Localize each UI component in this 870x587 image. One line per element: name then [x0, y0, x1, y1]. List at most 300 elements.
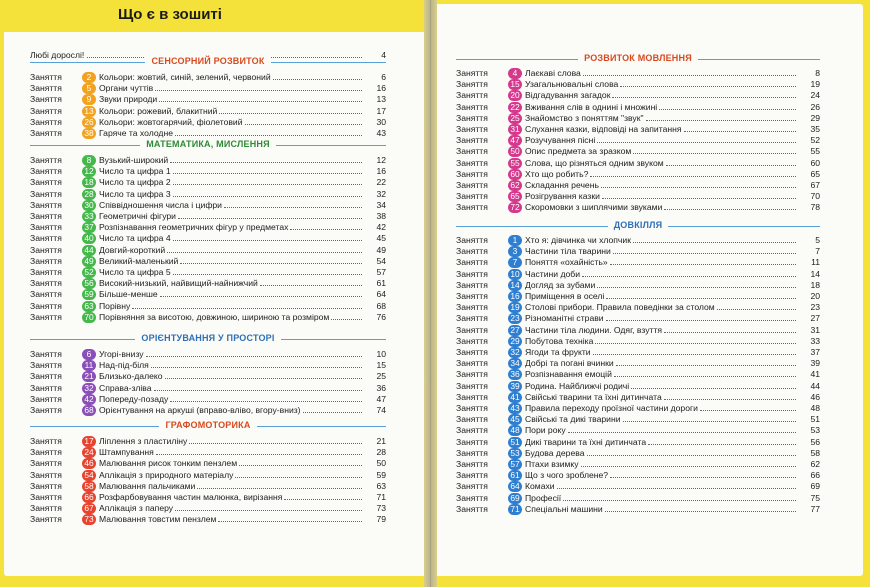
list-item[interactable]: [30, 106, 386, 117]
lesson-label: Заняття: [30, 382, 62, 393]
lesson-number-badge: 3: [508, 246, 522, 257]
dot-leader: [590, 176, 796, 177]
lesson-title: Попереду-позаду: [99, 393, 169, 404]
section-right-0: [456, 53, 820, 63]
list-item[interactable]: [30, 233, 386, 244]
section-heading: ДОВКІЛЛЯ: [608, 220, 669, 230]
lesson-title: Великий-маленький: [99, 255, 179, 266]
list-item[interactable]: [30, 312, 386, 323]
lesson-number-badge: 36: [508, 369, 522, 380]
list-item[interactable]: [30, 394, 386, 405]
dot-leader: [173, 240, 362, 241]
lesson-title: Розпізнавання геометричних фігур у предметах: [99, 222, 289, 233]
list-item[interactable]: [30, 371, 386, 382]
page-number: 70: [810, 191, 820, 202]
lesson-title: Знайомство з поняттям "звук": [525, 112, 644, 123]
list-item[interactable]: [456, 113, 820, 124]
lesson-number-badge: 18: [82, 177, 96, 188]
dot-leader: [331, 319, 362, 320]
lesson-number-badge: 32: [82, 383, 96, 394]
lesson-label: Заняття: [30, 199, 62, 210]
lesson-number-badge: 59: [82, 289, 96, 300]
page-number: 30: [376, 116, 386, 127]
page-number: 24: [810, 90, 820, 101]
intro-title: Любі дорослі!: [30, 50, 85, 60]
lesson-label: Заняття: [30, 278, 62, 289]
page-number: 5: [815, 235, 820, 245]
lesson-number-badge: 24: [82, 447, 96, 458]
page-number: 46: [810, 391, 820, 402]
list-item[interactable]: [30, 447, 386, 458]
list-item[interactable]: [456, 158, 820, 169]
list-item[interactable]: [30, 117, 386, 128]
lesson-title: Свійські та дикі тварини: [525, 414, 621, 425]
page-number: 16: [376, 83, 386, 94]
page-number: 25: [376, 371, 386, 382]
page-number: 34: [376, 199, 386, 210]
list-item[interactable]: [456, 235, 820, 246]
lesson-number-badge: 38: [82, 128, 96, 139]
lesson-title: Приміщення в оселі: [525, 291, 605, 301]
dot-leader: [595, 343, 796, 344]
dot-leader: [197, 488, 362, 489]
lesson-number-badge: 26: [82, 117, 96, 128]
lesson-label: Заняття: [456, 268, 488, 279]
dot-leader: [170, 162, 362, 163]
lesson-number-badge: 14: [508, 280, 522, 291]
lesson-title: Дикі тварини та їхні дитинчата: [525, 436, 647, 447]
lesson-title: Узагальнювальні слова: [525, 79, 619, 90]
lesson-number-badge: 8: [82, 155, 96, 166]
list-item[interactable]: [30, 72, 386, 83]
lesson-number-badge: 60: [508, 169, 522, 180]
lesson-number-badge: 61: [508, 470, 522, 481]
page-number: 73: [376, 503, 386, 514]
list-item[interactable]: [30, 245, 386, 256]
dot-leader: [245, 124, 362, 125]
lesson-label: Заняття: [456, 135, 488, 146]
lesson-label: Заняття: [30, 72, 62, 82]
lesson-number-badge: 55: [508, 158, 522, 169]
list-item[interactable]: [30, 405, 386, 416]
list-item[interactable]: [30, 211, 386, 222]
lesson-number-badge: 33: [82, 211, 96, 222]
dot-leader: [610, 477, 796, 478]
lesson-title: Малювання рисок тонким пензлем: [99, 458, 238, 469]
lesson-number-badge: 73: [82, 514, 96, 525]
list-item[interactable]: [456, 169, 820, 180]
page-number: 10: [376, 349, 386, 359]
page-number: 15: [376, 360, 386, 371]
lesson-number-badge: 27: [508, 325, 522, 336]
dot-leader: [132, 308, 362, 309]
dot-leader: [700, 410, 796, 411]
dot-leader: [597, 287, 796, 288]
lesson-title: Більше-менше: [99, 289, 158, 300]
list-item[interactable]: [30, 267, 386, 278]
section-heading: ГРАФОМОТОРИКА: [159, 420, 256, 430]
page-number: 53: [810, 425, 820, 436]
lesson-number-badge: 4: [508, 68, 522, 79]
list-item[interactable]: [30, 166, 386, 177]
lesson-number-badge: 32: [508, 347, 522, 358]
lesson-title: Відгадування загадок: [525, 90, 611, 101]
lesson-label: Заняття: [456, 112, 488, 123]
page-number: 50: [376, 458, 386, 469]
list-item[interactable]: [30, 349, 386, 360]
dot-leader: [273, 79, 362, 80]
page-number: 7: [815, 246, 820, 257]
lesson-number-badge: 25: [508, 113, 522, 124]
dot-leader: [623, 421, 796, 422]
page-number: 67: [810, 180, 820, 190]
lesson-title: Побутова техніка: [525, 335, 594, 346]
page-number: 8: [815, 68, 820, 78]
list-item[interactable]: [456, 336, 820, 347]
list-item[interactable]: [456, 381, 820, 392]
list-item[interactable]: [456, 68, 820, 79]
lesson-title: Ягоди та фрукти: [525, 347, 591, 357]
lesson-label: Заняття: [456, 380, 488, 391]
lesson-number-badge: 1: [508, 235, 522, 246]
lesson-label: Заняття: [30, 233, 62, 244]
dot-leader: [593, 354, 796, 355]
page-number: 58: [810, 447, 820, 458]
list-item[interactable]: [456, 403, 820, 414]
lesson-number-badge: 53: [508, 448, 522, 459]
lesson-number-badge: 42: [82, 394, 96, 405]
lesson-title: Свійські тварини та їхні дитинчата: [525, 391, 662, 402]
page-number: 66: [810, 470, 820, 481]
list-item[interactable]: [30, 470, 386, 481]
lesson-title: Професії: [525, 492, 562, 503]
lesson-title: Поняття «охайність»: [525, 257, 608, 268]
lesson-number-badge: 70: [82, 312, 96, 323]
page-number: 78: [810, 202, 820, 213]
page-number: 62: [810, 459, 820, 469]
lesson-label: Заняття: [456, 369, 488, 380]
section-left-2: [30, 333, 386, 343]
lesson-label: Заняття: [456, 391, 488, 402]
list-item[interactable]: [456, 246, 820, 257]
page-number: 28: [376, 447, 386, 458]
dot-leader: [631, 388, 796, 389]
dot-leader: [616, 365, 796, 366]
list-item[interactable]: [30, 155, 386, 166]
lesson-label: Заняття: [456, 235, 488, 245]
lesson-title: Родина. Найближчі родичі: [525, 380, 630, 391]
list-item[interactable]: [456, 325, 820, 336]
list-item[interactable]: [30, 458, 386, 469]
list-item[interactable]: [456, 347, 820, 358]
lesson-number-badge: 31: [508, 124, 522, 135]
lesson-title: Опис предмета за зразком: [525, 146, 632, 157]
list-item[interactable]: [30, 189, 386, 200]
list-item[interactable]: [456, 481, 820, 492]
lesson-title: Складання речень: [525, 180, 599, 190]
list-item[interactable]: [456, 470, 820, 481]
list-item[interactable]: [30, 128, 386, 139]
dot-leader: [633, 242, 796, 243]
page-title: Що є в зошиті: [118, 6, 222, 23]
lesson-number-badge: 46: [82, 458, 96, 469]
dot-leader: [646, 120, 796, 121]
dot-leader: [664, 399, 796, 400]
dot-leader: [180, 263, 362, 264]
list-item[interactable]: [456, 392, 820, 403]
lesson-title: Розфарбовування частин малюнка, вирізання: [99, 492, 283, 502]
lesson-title: Аплікація з паперу: [99, 503, 174, 514]
list-item[interactable]: [30, 289, 386, 300]
list-item[interactable]: [456, 269, 820, 280]
list-item[interactable]: [456, 448, 820, 459]
lesson-label: Заняття: [30, 94, 62, 105]
dot-leader: [612, 97, 796, 98]
list-item[interactable]: [30, 383, 386, 394]
page-number: 36: [376, 382, 386, 393]
lesson-title: Порівняння за висотою, довжиною, шириною та розміром: [99, 311, 330, 322]
lesson-label: Заняття: [30, 469, 62, 480]
list-item[interactable]: [456, 358, 820, 369]
page-number: 39: [810, 358, 820, 369]
lesson-number-badge: 66: [82, 492, 96, 503]
page-number: 14: [810, 268, 820, 279]
section-heading: ОРІЄНТУВАННЯ У ПРОСТОРІ: [135, 333, 280, 343]
lesson-label: Заняття: [30, 393, 62, 404]
dot-leader: [620, 86, 796, 87]
dot-leader: [664, 332, 796, 333]
page-number: 35: [810, 124, 820, 134]
dot-leader: [173, 184, 362, 185]
section-heading: МАТЕМАТИКА, МИСЛЕННЯ: [140, 139, 276, 149]
lesson-number-badge: 40: [82, 233, 96, 244]
page-number: 65: [810, 168, 820, 179]
book-spine: [424, 0, 437, 587]
dot-leader: [648, 444, 796, 445]
lesson-label: Заняття: [30, 436, 62, 446]
lesson-label: Заняття: [456, 313, 488, 324]
page-number: 77: [810, 503, 820, 514]
list-item[interactable]: [456, 425, 820, 436]
lesson-number-badge: 11: [82, 360, 96, 371]
list-item[interactable]: [30, 436, 386, 447]
dot-leader: [582, 276, 796, 277]
lesson-title: Високий-низький, найвищий-найнижчий: [99, 278, 258, 289]
lesson-number-badge: 63: [82, 301, 96, 312]
dot-leader: [602, 198, 796, 199]
page-number: 60: [810, 157, 820, 168]
page-number: 43: [376, 128, 386, 138]
lesson-label: Заняття: [30, 503, 62, 514]
lesson-title: Столові прибори. Правила поведінки за столом: [525, 302, 715, 313]
dot-leader: [173, 196, 362, 197]
list-item[interactable]: [456, 79, 820, 90]
dot-leader: [178, 218, 362, 219]
dot-leader: [601, 187, 796, 188]
list-item[interactable]: [30, 503, 386, 514]
list-item[interactable]: [30, 514, 386, 525]
page-number: 27: [810, 313, 820, 324]
lesson-title: Комахи: [525, 481, 555, 492]
list-item[interactable]: [456, 90, 820, 101]
lesson-number-badge: 20: [508, 90, 522, 101]
list-item[interactable]: [30, 360, 386, 371]
list-item[interactable]: [456, 280, 820, 291]
lesson-title: Геометричні фігури: [99, 211, 176, 221]
lesson-number-badge: 54: [82, 470, 96, 481]
list-item[interactable]: [30, 481, 386, 492]
list-item[interactable]: [456, 459, 820, 470]
dot-leader: [597, 142, 796, 143]
lesson-title: Кольори: рожевий, блакитний: [99, 105, 218, 116]
list-item[interactable]: [456, 124, 820, 135]
lesson-label: Заняття: [30, 211, 62, 221]
list-item[interactable]: [456, 302, 820, 313]
lesson-number-badge: 45: [508, 414, 522, 425]
lesson-number-badge: 62: [508, 180, 522, 191]
list-item[interactable]: [456, 102, 820, 113]
lesson-number-badge: 29: [508, 336, 522, 347]
dot-leader: [170, 401, 362, 402]
lesson-label: Заняття: [456, 90, 488, 101]
list-item[interactable]: [456, 414, 820, 425]
lesson-label: Заняття: [456, 168, 488, 179]
lesson-title: Частини тіла людини. Одяг, взуття: [525, 324, 663, 335]
list-item[interactable]: [456, 504, 820, 515]
list-item[interactable]: [30, 278, 386, 289]
page-number: 69: [810, 481, 820, 492]
dot-leader: [167, 252, 362, 253]
list-item[interactable]: [456, 437, 820, 448]
list-item[interactable]: [456, 257, 820, 268]
dot-leader: [290, 229, 362, 230]
lesson-number-badge: 5: [82, 83, 96, 94]
dot-leader: [581, 466, 796, 467]
lesson-number-badge: 64: [508, 481, 522, 492]
lesson-title: Штампування: [99, 447, 154, 458]
lesson-title: Спеціальні машини: [525, 503, 603, 514]
list-item[interactable]: [456, 135, 820, 146]
lesson-label: Заняття: [456, 146, 488, 157]
dot-leader: [684, 131, 797, 132]
dot-leader: [587, 455, 797, 456]
list-item[interactable]: [456, 191, 820, 202]
list-item[interactable]: [456, 180, 820, 191]
lesson-title: Слова, що різняться одним звуком: [525, 157, 664, 168]
dot-leader: [154, 390, 362, 391]
dot-leader: [175, 135, 362, 136]
list-item[interactable]: [30, 492, 386, 503]
lesson-title: Орієнтування на аркуші (вправо-вліво, вгору-вниз): [99, 405, 301, 415]
page-number: 56: [810, 436, 820, 447]
lesson-number-badge: 30: [82, 200, 96, 211]
lesson-title: Близько-далеко: [99, 371, 163, 382]
list-item[interactable]: [30, 177, 386, 188]
page-number: 75: [810, 492, 820, 503]
dot-leader: [659, 109, 796, 110]
lesson-title: Число та цифра 4: [99, 233, 171, 244]
lesson-number-badge: 71: [508, 504, 522, 515]
list-item[interactable]: [30, 301, 386, 312]
page-number: 18: [810, 279, 820, 290]
lesson-label: Заняття: [456, 481, 488, 492]
lesson-number-badge: 16: [508, 291, 522, 302]
dot-leader: [557, 488, 796, 489]
list-item[interactable]: [30, 256, 386, 267]
dot-leader: [614, 376, 796, 377]
lesson-label: Заняття: [456, 403, 488, 413]
lesson-title: Правила переходу проїзної частини дороги: [525, 403, 698, 413]
lesson-number-badge: 19: [508, 302, 522, 313]
lesson-label: Заняття: [456, 101, 488, 112]
lesson-title: Малювання товстим пензлем: [99, 514, 217, 525]
page-number: 32: [376, 188, 386, 199]
lesson-number-badge: 23: [508, 313, 522, 324]
list-item[interactable]: [456, 146, 820, 157]
lesson-number-badge: 13: [82, 106, 96, 117]
page-number: 47: [376, 393, 386, 404]
lesson-number-badge: 12: [82, 166, 96, 177]
page-number: 49: [376, 244, 386, 255]
list-item[interactable]: [30, 222, 386, 233]
lesson-number-badge: 47: [508, 135, 522, 146]
lesson-label: Заняття: [30, 311, 62, 322]
dot-leader: [284, 499, 362, 500]
lesson-label: Заняття: [456, 124, 488, 134]
page-number: 61: [376, 278, 386, 289]
lesson-label: Заняття: [30, 155, 62, 165]
list-item[interactable]: [456, 369, 820, 380]
lesson-label: Заняття: [30, 222, 62, 233]
lesson-label: Заняття: [456, 279, 488, 290]
lesson-number-badge: 44: [82, 245, 96, 256]
lesson-number-badge: 51: [508, 437, 522, 448]
list-item[interactable]: [456, 202, 820, 213]
dot-leader: [583, 75, 796, 76]
list-item[interactable]: [30, 83, 386, 94]
lesson-label: Заняття: [30, 492, 62, 502]
lesson-label: Заняття: [456, 180, 488, 190]
dot-leader: [159, 101, 362, 102]
list-item[interactable]: [30, 200, 386, 211]
lesson-label: Заняття: [30, 360, 62, 371]
page-number: 42: [376, 222, 386, 233]
section-left-0: [30, 56, 386, 66]
lesson-title: Число та цифра 3: [99, 188, 171, 199]
lesson-number-badge: 48: [508, 425, 522, 436]
list-item[interactable]: [456, 291, 820, 302]
lesson-title: Вузький-широкий: [99, 155, 169, 165]
lesson-title: Різноманітні страви: [525, 313, 604, 324]
lesson-label: Заняття: [30, 188, 62, 199]
dot-leader: [219, 113, 362, 114]
list-item[interactable]: [456, 313, 820, 324]
lesson-title: Порівну: [99, 300, 131, 311]
lesson-number-badge: 58: [82, 481, 96, 492]
lesson-number-badge: 50: [508, 146, 522, 157]
page-number: 71: [376, 492, 386, 502]
lesson-label: Заняття: [456, 324, 488, 335]
lesson-label: Заняття: [456, 459, 488, 469]
dot-leader: [151, 367, 362, 368]
list-item[interactable]: [456, 493, 820, 504]
lesson-label: Заняття: [456, 157, 488, 168]
list-item[interactable]: [30, 94, 386, 105]
page-number: 76: [376, 311, 386, 322]
lesson-title: Частини тіла тварини: [525, 246, 611, 257]
lesson-label: Заняття: [456, 447, 488, 458]
dot-leader: [613, 253, 796, 254]
